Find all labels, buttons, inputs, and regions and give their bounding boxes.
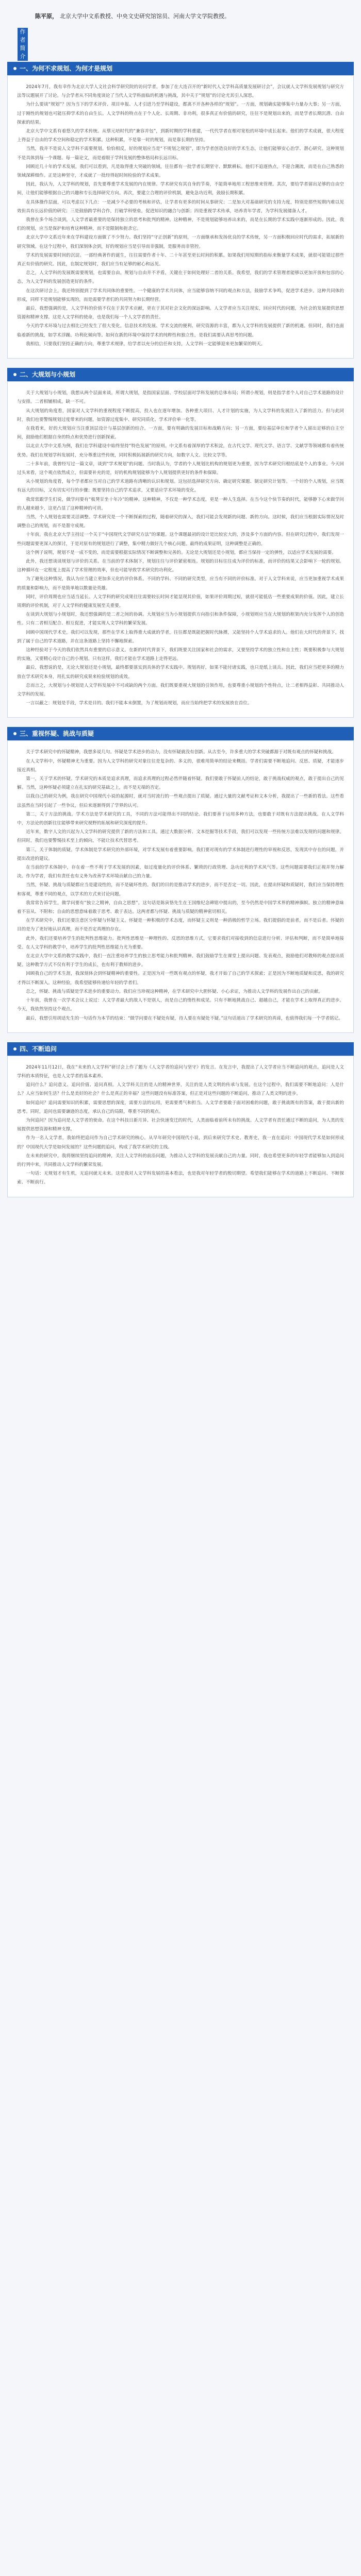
paragraph: 我常常跟学生们说，做学问要有“板凳甘坐十年冷”的精神。这种精神，不仅是一种学术态度，更是一种人生选择。在当今这个快节奏的时代，能够静下心来做学问的人越来越少，这更凸显了这种精神的可贵。 — [17, 497, 344, 511]
bullet-dot-icon — [13, 1047, 17, 1050]
paragraph: 作为一名人文学者，我始终把追问作为自己学术研究的核心。从早年研究中国现代小说，到后来研究学术史、教育史，我一直在追问：中国现代学术是如何形成的？中国现代大学是如何发展的？这些问题的追问，构成了我学术研究的主线。 — [17, 1136, 344, 1150]
paragraph: 回顾近几十年的学术发展，我们可以看到，凡是取得重大突破的领域，往往都有一批学者长期坚守、默默耕耘。他们不追逐热点，不迎合潮流，而是在自己熟悉的领域深耕细作。正是这种坚守，才成就了一批经得起时间检验的学术成果。 — [17, 164, 344, 179]
paragraph: 我常常告诉学生，做学问要有“独立之精神，自由之思想”。这句话是陈寅恪先生在王国维纪念碑铭中提出的，至今仍然是中国学术界的精神旗帜。独立的精神意味着不盲从、不附和；自由的思想意味着敢于思考、敢于表达。这两者都与怀疑、挑战与质疑的精神密切相关。 — [17, 900, 344, 915]
paragraph: 一句话：无规划才有生机，无追问就无未来。这是我对人文学科发展的基本看法，也是我对年轻学者的殷切期望。希望我们能够在学术的道路上不断追问、不断探索、不断前行。 — [17, 1171, 344, 1185]
paragraph: 在学术研究中，我们还要注意区分怀疑与怀疑主义。怀疑是一种积极的学术态度，而怀疑主义则是一种消极的哲学立场。我们提倡的是前者，而不是后者。怀疑的目的是为了更好地认识真理，而不是否定真理的存在。 — [17, 918, 344, 933]
author-name: 陈平原， — [35, 13, 58, 20]
author-tab — [18, 28, 28, 61]
paragraph: 此外，我还想谈谈规划与评价的关系。在当前的学术体制下，规划往往与评价紧密相连。规划的目标往往成为评价的标准，而评价的结果又会影响下一轮的规划。这种循环在一定程度上提高了学术管理的效率，但也可能导致学术研究的功利化。 — [17, 558, 344, 573]
article-body — [0, 62, 361, 1197]
paragraph: 在北京大学中文系的教学实践中，我们一直注重培养学生的独立思考能力和批判精神。我们鼓励学生在课堂上提出问题、发表观点，鼓励他们对教师的观点提出质疑。这种教学方式不仅有利于学生的成长，也有利于教师的进步。 — [17, 954, 344, 968]
bullet-dot-icon — [13, 67, 17, 70]
paragraph: 最后，我想引用胡适先生的一句话作为本节的结束：“做学问要在不疑处有疑，待人要在有疑处不疑。”这句话道出了学术研究的真谛，也值得我们每一个学者铭记。 — [26, 1015, 343, 1021]
paragraph: 第二，关于方法的挑战。学术方法是学术研究的工具，不同的方法可能得出不同的结论。我们要善于运用多种方法，也要敢于对既有方法提出挑战。在人文学科中，方法论的创新往往能够带来研究视野的拓展和研究深度的提升。 — [17, 811, 344, 826]
section-body — [7, 740, 354, 1032]
section-title: 一、为何不求规划、为何才是规划 — [20, 65, 113, 72]
article-section — [7, 1042, 354, 1197]
section-title: 四、不断追问 — [20, 1045, 57, 1053]
paragraph: 追问什么？追问意义、追问价值、追问真相。人文学科关注的是人的精神世界，关注的是人类文明的传承与发展。在这个过程中，我们需要不断地追问：人是什么？人应当如何生活？什么是美好的社会？什么是真正的幸福？这些问题没有标准答案，但正是对这些问题的不断追问，推动了人类文明的进步。 — [17, 1082, 344, 1097]
paragraph: 关于大规划与小规划，我想从两个层面来谈。所谓大规划，是指国家层面、学校层面对学科发展的总体布局；所谓小规划，则是指学者个人对自己学术道路的设计与安排。二者相辅相成，缺一不可。 — [17, 391, 344, 405]
paragraph: 当然，怀疑、挑战与质疑都应当是建设性的，而不是破坏性的。我们的目的是推动学术的进步，而不是否定一切。因此，在提出怀疑和质疑时，我们应当保持理性和客观，尊重不同的观点，以学术的方式来讨论问题。 — [17, 883, 344, 897]
paragraph: 这种经验对于今天的我们依然具有重要的启示意义。在新的时代背景下，我们既要关注国家和社会的需求，又要坚持学术的独立性和自主性；既要积极参与大规划的实施，又要精心设计自己的小规划。只有这样，我们才能在学术道路上走得更远。 — [17, 647, 344, 662]
paragraph: 以北京大学中文系为例，我们在学科建设中始终坚持“特色发展”的原则。中文系有着深厚的学术积淀，在古代文学、现代文学、语言学、文献学等领域都有着传统优势。我们在规划学科发展时，充分尊重这些传统，同时积极拓展新的研究方向，如数字人文、比较文学等。 — [17, 444, 344, 458]
paragraph: 如何追问？追问需要知识的积累，需要思想的深度，需要方法的运用，更需要勇气和担当。人文学者要敢于面对困难的问题，敢于挑战既有的答案，敢于提出新的思考。同时，追问也需要谦逊的态度，承认自己的局限，尊重不同的观点。 — [17, 1100, 344, 1114]
paragraph: 回顾我自己的学术生涯，我深刻体会到怀疑精神的重要性。正是因为对一些既有观点的怀疑，我才开始了自己的学术探索；正是因为不断地质疑和反思，我的研究才得以不断深入。这种经验，我希望能够传递给年轻的学者们。 — [17, 971, 344, 986]
article-section — [7, 368, 354, 718]
paragraph: 第一，关于学术的怀疑。学术研究的本质是追求真理，而追求真理的过程必然伴随着怀疑。我们要敢于怀疑前人的结论，敢于挑战权威的观点，敢于提出自己的见解。当然，这种怀疑必须建立在扎实的研究基础之上，而不是无端的否定。 — [17, 776, 344, 791]
paragraph: 因此，我认为，人文学科的规划，首先要尊重学术发展的内在规律。学术研究有其自身的节奏，不能简单地用工程思维来管理。其次，要给学者留出足够的自由空间，让他们能够根据自己的兴趣和专长选择研究方向。再次，要建立合理的评价机制，避免急功近利，鼓励长期积累。 — [17, 182, 344, 196]
paragraph: 北京大学中文系有着悠久的学术传统。从蔡元培时代的“兼容并包”，到新时期的学科重建，一代代学者在相对宽松的环境中成长起来。他们的学术成就，很大程度上得益于自由的学术空间和稳定的学术积累。这种积累，不是靠一时的规划，而是靠长期的坚持。 — [17, 129, 344, 143]
paragraph: 总而言之，大规划与小规划是人文学科发展中不可或缺的两个方面。我们既要重视大规划的引领作用，也要尊重小规划的个性特点，让二者相得益彰、共同推动人文学科的发展。 — [17, 683, 344, 697]
paragraph: 2024年7月，我有幸作为北京大学人文社会科学研究院的访问学者，参加了在大连召开的“新时代人文学科高质量发展研讨会”，会议就人文学科发展规划与研究方法等议题展开了讨论。与会学者从不同角度谈论了当代人文学科面临的机遇与挑战，其中关于“规划”的讨论尤其引人深思。 — [17, 84, 344, 99]
bullet-dot-icon — [13, 373, 17, 376]
section-body — [7, 75, 354, 359]
paragraph: 当然，我并不是说人文学科不需要规划。恰恰相反，好的规划应当是“不规划之规划”，即为学者创造良好的学术生态，让他们能够安心治学、潜心研究。这种规划不是具体到每一个课题、每一篇论文，而是着眼于学科发展的整体格局和长远目标。 — [17, 146, 344, 161]
paragraph: 在人文学科中，怀疑精神尤为重要。因为人文学科的研究对象往往是复杂的、多义的，很难用简单的结论来概括。学者们需要不断地追问、反思、质疑，才能逐步接近真相。 — [17, 758, 344, 773]
bullet-dot-icon — [13, 732, 17, 735]
paragraph: 为何追问？因为追问是人文学者的使命。在这个科技日新月异、社会快速变迁的时代，人类面临着前所未有的挑战。人文学者有责任通过不断的追问，为人类的发展提供思想资源和精神支撑。 — [17, 1117, 344, 1132]
paragraph: 我相信，只要我们坚持正确的方向，尊重学术规律，给学者以充分的信任和支持，人文学科一定能够迎来更加繁荣的明天。 — [26, 341, 266, 347]
paragraph: 在具体操作层面，可以考虑以下几点：一是减少不必要的考核和评估，让学者有更多的时间从事研究；二是加大对基础研究的支持力度，特别是那些短期内难以见效但具有长远价值的研究；三是鼓励跨学科合作，打破学科壁垒，促进知识的融合与创新；四是重视学术传承，培养青年学者，为学科发展储备人才。 — [17, 199, 344, 214]
paragraph: 今天的学术环境与过去相比已经发生了很大变化。信息技术的发展、学术交流的便利、研究资源的丰富，都为人文学科的发展提供了新的机遇。但同时，我们也面临着新的挑战，如学术浮躁、功利化倾向等。如何在新的环境中保持学术的纯粹性和独立性，是我们需要认真思考的问题。 — [17, 324, 344, 338]
paragraph: 当然，个人规划也需要灵活调整。学术研究是一个不断探索的过程，随着研究的深入，我们可能会发现新的问题、新的方向。这时候，我们应当根据实际情况及时调整自己的规划，而不是墨守成规。 — [17, 514, 344, 529]
author-tab-char: 者 — [20, 37, 26, 43]
paragraph: 以我自己的研究为例，我在研究中国现代小说的起源时，就对当时流行的一些观点提出了质疑。通过大量的文献考证和文本分析，我提出了一些新的看法。这些看法虽然在当时引起了一些争议，但后来逐渐得到了学界的认可。 — [17, 794, 344, 808]
paragraph: 为什么要谈“规划”？因为当下的学术评价、项目申报、人才引进乃至学科建设，都离不开各种各样的“规划”。一方面，规划确实能够集中力量办大事；另一方面，过于刚性的规划也可能压抑学术的自由生长。人文学科的特点在于个人化、长周期、非功利，很多真正有价值的研究，往往不是规划出来的，而是学者长期沉潜、自由探索的结果。 — [17, 102, 344, 125]
section-heading — [7, 62, 354, 75]
paragraph: 在谈到大规划与小规划时，我还想强调的是二者之间的协调。大规划应当为小规划提供方向指引和条件保障，小规划则应当在大规划的框架内充分发挥个人的创造性。只有二者相互配合、相互促进，才能实现人文学科的繁荣发展。 — [17, 612, 344, 626]
section-title: 三、重视怀疑、挑战与质疑 — [20, 730, 94, 738]
section-title: 二、大规划与小规划 — [20, 371, 76, 379]
paragraph: 2024年11月12日，我在“未来的人文学科”研讨会上作了题为《人文学者的追问与坚守》的发言。在发言中，我提出了人文学者应当不断追问的观点。追问是人文学科的本质特征，也是人文学者的基本素养。 — [17, 1064, 344, 1079]
section-body — [7, 381, 354, 718]
paragraph: 从大规划的角度看，国家对人文学科的重视程度不断提高，投入也在逐年增加。各种重大项目、人才计划的实施，为人文学科的发展注入了新的活力。但与此同时，我们也要警惕规划过度带来的问题，如资源过度集中、研究同质化、学术评价单一化等。 — [17, 408, 344, 422]
section-heading — [7, 368, 354, 381]
paragraph: 我曾在多个场合谈到，人文学者最重要的是保持独立的思考和批判的精神。这种精神，不是规划能够培养出来的，而是在长期的学术实践中逐渐形成的。因此，我们的规划，应当是保护和培育这种精神，而不是限制和扼杀它。 — [17, 217, 344, 232]
section-body — [7, 1056, 354, 1197]
author-block — [10, 11, 351, 62]
author-tab-char: 简 — [20, 45, 26, 52]
paragraph: 同时，评价周期也应当适当延长。人文学科的研究成果往往需要较长时间才能显现其价值，如果评价周期过短，就很可能低估一些重要成果的价值。因此，建立长周期的评价机制，对于人文学科的健康发展至关重要。 — [17, 594, 344, 608]
paragraph: 为了避免这种情况，我认为应当建立更加多元化的评价体系。不同的学科、不同的研究类型，应当有不同的评价标准。对于人文学科来说，应当更加重视学术成果的质量和影响力，而不是简单地以数量论英雄。 — [17, 577, 344, 591]
paragraph: 这个例子说明，规划不是一成不变的，而是需要根据实际情况不断调整和完善的。无论是大规划还是小规划，都应当保持一定的弹性，以适应学术发展的需要。 — [26, 550, 336, 555]
section-heading — [7, 727, 354, 740]
author-tab-char: 介 — [20, 53, 26, 60]
paragraph: 总之，人文学科的发展既需要规划，也需要自由。规划与自由并不矛盾，关键在于如何处理好二者的关系。我希望，我们的学术管理者能够以更加开放和包容的心态，为人文学科的发展创造更好的条件。 — [17, 270, 344, 285]
paragraph: 二十多年前，我曾经写过一篇文章，谈到“学术规划”的问题。当时我认为，学者的个人规划比机构的规划更为重要，因为学术研究归根结底是个人的事业。今天回过头来看，这个观点依然成立，但需要补充的是，好的机构规划能够为个人规划提供更好的条件和保障。 — [17, 461, 344, 476]
paragraph: 最后，我想强调的是，人文学科的价值不仅在于其学术贡献，更在于其对社会文化的深远影响。人文学者应当关注现实，回应时代的问题，为社会的发展提供思想资源和精神支撑。这是人文学科的使命，也是我们每一个人文学者的责任。 — [17, 306, 344, 320]
paragraph: 回顾中国现代学术史，我们可以发现，那些在学术上取得重大成就的学者，往往都是既能把握时代脉搏，又能坚持个人学术追求的人。他们在大时代的背景下，找到了属于自己的学术道路，并在这条道路上坚持不懈地探索。 — [17, 630, 344, 644]
paragraph: 在当前的学术体制中，存在着一些不利于学术发展的因素，如过度量化的评价体系、繁琐的行政管理、急功近利的学术风气等。这些问题需要我们正视并努力解决。作为学者，我们有责任也有义务为改善学术环境贡献自己的力量。 — [17, 865, 344, 879]
author-tab-char: 作 — [20, 28, 26, 35]
article-section — [7, 727, 354, 1032]
section-heading — [7, 1042, 354, 1056]
paragraph: 十年前，我曾在一次学术会议上说过：人文学者最大的敌人不是别人，而是自己的惰性和成见。只有不断地挑战自己、超越自己，才能在学术上取得真正的进步。今天，我依然坚持这个观点。 — [17, 998, 344, 1012]
paragraph: 从小规划的角度看，每个学者都应当对自己的学术道路有清晰的认识和规划。这包括选择研究方向、确定研究课题、制定研究计划等。一个好的个人规划，应当既有远大的目标，又有切实可行的步骤；既要坚持自己的学术追求，又要适应学术环境的变化。 — [17, 479, 344, 494]
paragraph: 最后，我想说的是，无论大规划还是小规划，最终都要落实到具体的学术实践中。规划再好，如果不能付诸实践，也只是纸上谈兵。因此，我们应当把更多的精力放在学术研究本身，用扎实的研究成果来检验规划的成效。 — [17, 665, 344, 680]
paragraph: 近年来，数字人文的兴起为人文学科的研究提供了新的方法和工具。通过大数据分析、文本挖掘等技术手段，我们可以发现一些传统方法难以发现的问题和规律。但同时，我们也要警惕技术至上的倾向，不能让技术代替思考。 — [17, 829, 344, 844]
paragraph: 北京大学中文系近年来在学科建设方面做了不少努力。我们坚持“守正创新”的原则，一方面继承和发扬优良的学术传统，另一方面积极回应时代的需求，拓展新的研究领域。在这个过程中，我们深刻体会到，好的规划应当是引导而非强制，是服务而非管控。 — [17, 235, 344, 249]
author-description: 北京大学中文系教授、中央文史研究馆馆员、河南大学文学院教授。 — [60, 13, 230, 20]
paragraph: 第三，关于体制的质疑。学术体制是学术研究的外部环境，对学术发展有着重要影响。我们要对现有的学术体制进行理性的审视和反思，发现其中存在的问题，并提出改进的建议。 — [17, 847, 344, 861]
paragraph: 关于学术研究中的怀疑精神，我想多说几句。怀疑是学术进步的动力，没有怀疑就没有创新。从古至今，许多重大的学术突破都源于对既有观点的怀疑和挑战。 — [26, 750, 336, 755]
paragraph: 十年前，我在北京大学主持过一个关于“中国现代文学研究方法”的课题。这个课题最初的设计是比较宏大的，涉及多个方面的内容。但在研究过程中，我们发现一些问题需要更深入的探讨，于是对原有的规划进行了调整，集中精力做好几个核心问题。最终的成果证明，这种调整是正确的。 — [17, 532, 344, 547]
author-info — [35, 11, 351, 22]
paragraph: 在未来的研究中，我将继续坚持追问的精神，关注人文学科的前沿问题，为推动人文学科的发展贡献自己的力量。同时，我也希望更多的年轻学者能够加入到追问的行列中来，共同推动人文学科的繁荣发展。 — [17, 1153, 344, 1167]
paragraph: 一言以蔽之：规划是手段，学术是目的。我们不能本末倒置，为了规划而规划，而应当始终把学术的发展放在首位。 — [26, 701, 252, 706]
paragraph: 在我看来，好的大规划应当注重顶层设计与基层创新的结合。一方面，要有明确的发展目标和战略方向；另一方面，要给基层单位和学者个人留出足够的自主空间，鼓励他们根据自身的特点和优势进行创新探索。 — [17, 426, 344, 440]
paragraph: 学术的发展需要时间的沉淀。一部经典著作的诞生，往往需要作者十年、二十年甚至更长时间的积累。如果我们用短期的指标来衡量学术成果，就很可能错过那些真正有价值的研究。因此，在制定规划时，我们应当有足够的耐心和远见。 — [17, 252, 344, 267]
article-section — [7, 62, 354, 359]
paragraph: 总之，怀疑、挑战与质疑是学术进步的重要动力。我们应当珍视这种精神，在学术研究中大胆怀疑、小心求证，为推动人文学科的发展作出自己的贡献。 — [26, 989, 323, 994]
paragraph: 此外，我们还要培养学生的批判性思维能力。批判性思维是一种理性的、反思的思维方式，它要求我们对接收到的信息进行分析、评估和判断，而不是简单地接受。在人文学科的教学中，培养学生的批判性思维能力尤为重要。 — [17, 936, 344, 950]
paragraph: 在这次研讨会上，我还特别提到了学术共同体的重要性。一个健康的学术共同体，应当能够容纳不同的观点和方法，鼓励学术争鸣，促进学术进步。这种共同体的形成，同样不是规划能够实现的，而是需要学者们的共同努力和长期经营。 — [17, 288, 344, 302]
